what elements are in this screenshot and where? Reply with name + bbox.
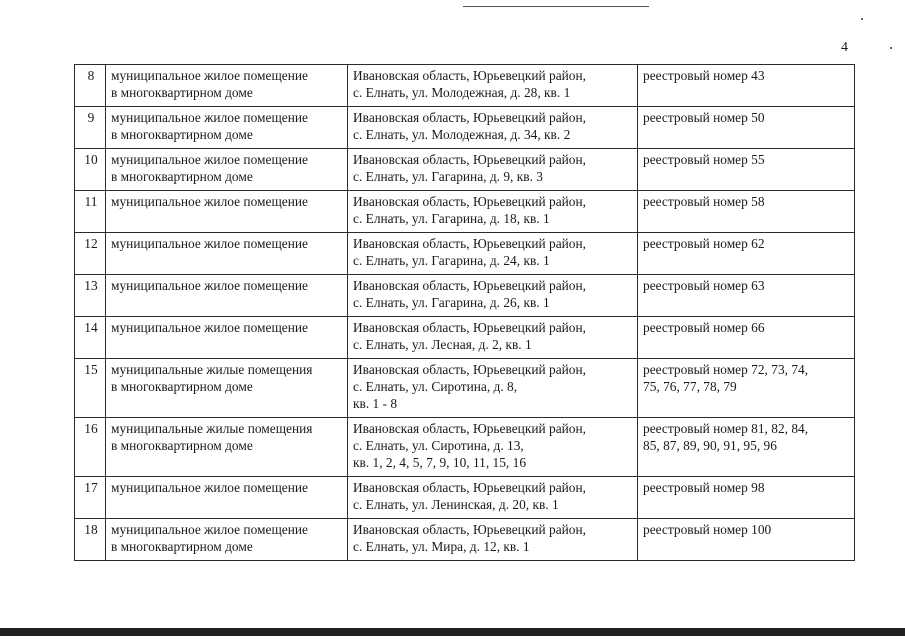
property-address-line: с. Елнать, ул. Гагарина, д. 24, кв. 1 [353,253,550,268]
registry-number-line: 85, 87, 89, 90, 91, 95, 96 [643,438,777,453]
table-row [75,418,855,477]
property-address-line: Ивановская область, Юрьевецкий район, [353,194,587,209]
property-address-line: с. Елнать, ул. Молодежная, д. 34, кв. 2 [353,127,571,142]
registry-number-line: реестровый номер 98 [643,480,765,495]
top-rule [463,6,649,7]
property-address-cell [348,359,638,418]
registry-table-body [75,65,855,561]
property-address-line: с. Елнать, ул. Сиротина, д. 13, [353,438,524,453]
property-address-line: Ивановская область, Юрьевецкий район, [353,68,587,83]
property-address-line: Ивановская область, Юрьевецкий район, [353,522,587,537]
row-number: 13 [75,275,106,317]
registry-number-cell [638,107,855,149]
property-address-line: с. Елнать, ул. Молодежная, д. 28, кв. 1 [353,85,571,100]
property-type-line: в многоквартирном доме [111,539,253,554]
registry-number-cell [638,359,855,418]
property-address-line: Ивановская область, Юрьевецкий район, [353,421,587,436]
table-row [75,477,855,519]
property-type-cell [106,477,348,519]
property-type-line: муниципальное жилое помещение [111,278,308,293]
property-address-line: с. Елнать, ул. Ленинская, д. 20, кв. 1 [353,497,559,512]
property-type-line: муниципальные жилые помещения [111,421,313,436]
table-row [75,275,855,317]
property-type-line: муниципальное жилое помещение [111,68,308,83]
row-number: 11 [75,191,106,233]
registry-number-line: реестровый номер 81, 82, 84, [643,421,809,436]
table-row [75,317,855,359]
property-type-cell [106,107,348,149]
scan-bottom-edge [0,628,905,636]
row-number: 18 [75,519,106,561]
table-row [75,149,855,191]
property-address-line: Ивановская область, Юрьевецкий район, [353,320,587,335]
property-address-cell [348,65,638,107]
property-address-line: кв. 1, 2, 4, 5, 7, 9, 10, 11, 15, 16 [353,455,527,470]
property-type-line: в многоквартирном доме [111,379,253,394]
registry-number-cell [638,317,855,359]
property-type-cell [106,149,348,191]
property-address-line: с. Елнать, ул. Гагарина, д. 26, кв. 1 [353,295,550,310]
property-type-line: муниципальные жилые помещения [111,362,313,377]
registry-number-line: реестровый номер 43 [643,68,765,83]
property-address-line: Ивановская область, Юрьевецкий район, [353,236,587,251]
property-address-line: с. Елнать, ул. Гагарина, д. 18, кв. 1 [353,211,550,226]
property-address-line: Ивановская область, Юрьевецкий район, [353,362,587,377]
registry-number-cell [638,477,855,519]
property-registry-table [74,64,855,561]
property-address-cell [348,107,638,149]
property-address-line: с. Елнать, ул. Мира, д. 12, кв. 1 [353,539,530,554]
property-address-line: Ивановская область, Юрьевецкий район, [353,480,587,495]
property-type-cell [106,233,348,275]
property-type-cell [106,275,348,317]
property-type-cell [106,65,348,107]
registry-number-line: 75, 76, 77, 78, 79 [643,379,737,394]
property-type-line: в многоквартирном доме [111,438,253,453]
property-type-cell [106,418,348,477]
registry-number-line: реестровый номер 55 [643,152,765,167]
row-number: 17 [75,477,106,519]
registry-number-line: реестровый номер 58 [643,194,765,209]
property-address-cell [348,317,638,359]
registry-number-cell [638,233,855,275]
property-address-line: Ивановская область, Юрьевецкий район, [353,152,587,167]
registry-number-cell [638,65,855,107]
row-number: 16 [75,418,106,477]
row-number: 10 [75,149,106,191]
property-address-cell [348,275,638,317]
registry-number-cell [638,191,855,233]
table-row [75,107,855,149]
property-type-line: в многоквартирном доме [111,169,253,184]
property-address-line: с. Елнать, ул. Гагарина, д. 9, кв. 3 [353,169,543,184]
table-row [75,519,855,561]
page-number: 4 [841,40,848,55]
table-row [75,359,855,418]
scan-speck [861,18,863,20]
table-row [75,233,855,275]
property-type-cell [106,191,348,233]
scan-speck [890,47,892,49]
registry-number-line: реестровый номер 50 [643,110,765,125]
row-number: 14 [75,317,106,359]
registry-number-line: реестровый номер 66 [643,320,765,335]
row-number: 8 [75,65,106,107]
property-address-cell [348,418,638,477]
row-number: 15 [75,359,106,418]
property-type-line: муниципальное жилое помещение [111,522,308,537]
registry-number-cell [638,275,855,317]
registry-number-cell [638,519,855,561]
property-type-line: муниципальное жилое помещение [111,480,308,495]
registry-number-line: реестровый номер 63 [643,278,765,293]
table-row [75,65,855,107]
property-type-line: в многоквартирном доме [111,127,253,142]
property-type-line: муниципальное жилое помещение [111,236,308,251]
property-address-line: Ивановская область, Юрьевецкий район, [353,110,587,125]
registry-number-line: реестровый номер 62 [643,236,765,251]
property-type-line: муниципальное жилое помещение [111,110,308,125]
property-address-cell [348,149,638,191]
property-address-line: с. Елнать, ул. Сиротина, д. 8, [353,379,518,394]
property-address-cell [348,233,638,275]
property-address-cell [348,477,638,519]
property-type-cell [106,519,348,561]
property-address-line: кв. 1 - 8 [353,396,398,411]
row-number: 12 [75,233,106,275]
property-type-line: муниципальное жилое помещение [111,152,308,167]
property-address-cell [348,191,638,233]
registry-number-cell [638,149,855,191]
property-type-cell [106,359,348,418]
property-address-line: Ивановская область, Юрьевецкий район, [353,278,587,293]
property-address-cell [348,519,638,561]
property-type-line: муниципальное жилое помещение [111,320,308,335]
registry-number-line: реестровый номер 100 [643,522,772,537]
property-type-line: муниципальное жилое помещение [111,194,308,209]
property-type-cell [106,317,348,359]
table-row [75,191,855,233]
registry-number-line: реестровый номер 72, 73, 74, [643,362,809,377]
row-number: 9 [75,107,106,149]
property-address-line: с. Елнать, ул. Лесная, д. 2, кв. 1 [353,337,532,352]
registry-number-cell [638,418,855,477]
property-type-line: в многоквартирном доме [111,85,253,100]
